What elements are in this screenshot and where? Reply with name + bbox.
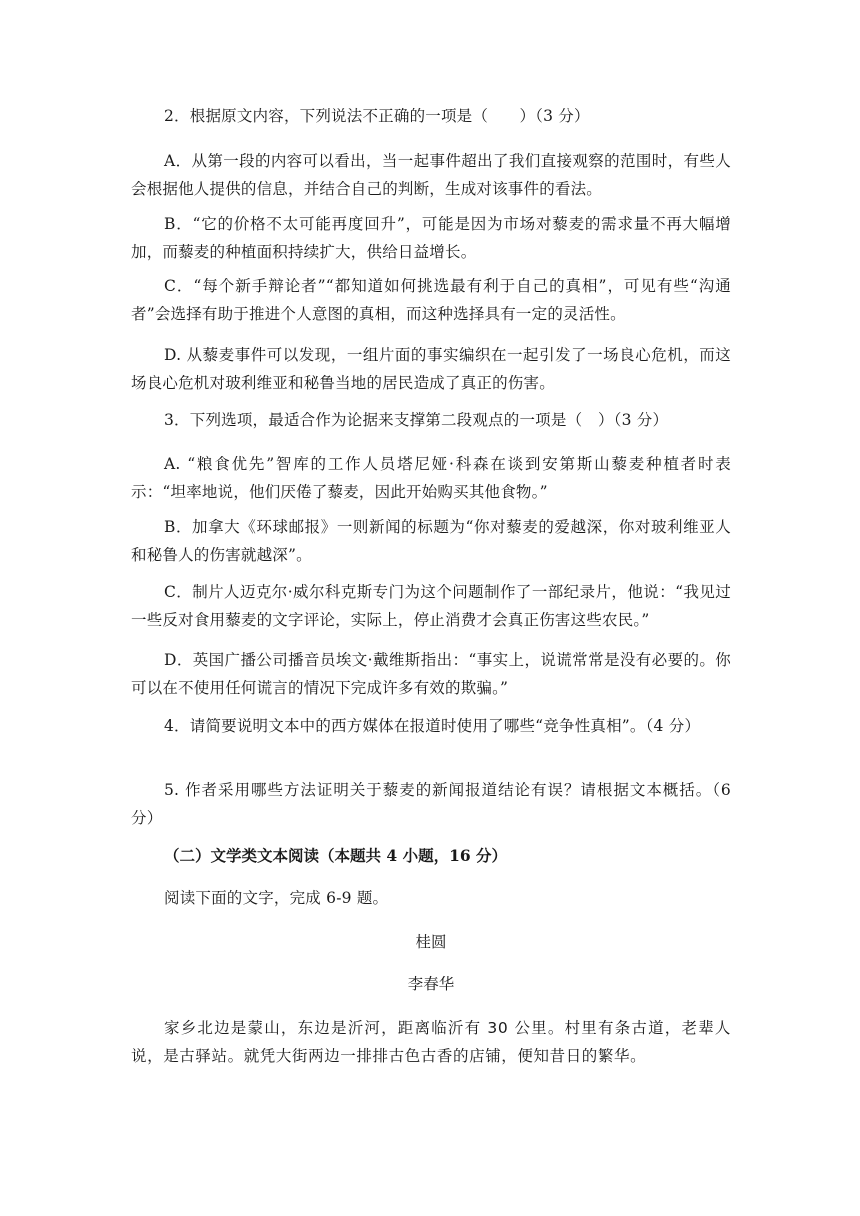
reading-instruction: 阅读下面的文字，完成 6-9 题。 xyxy=(164,889,389,907)
question-2-option-a: A．从第一段的内容可以看出，当一起事件超出了我们直接观察的范围时，有些人会根据他人提供的信息，并结合自己的判断，生成对该事件的看法。 xyxy=(131,152,731,198)
section-heading: （二）文学类文本阅读（本题共 4 小题，16 分） xyxy=(164,846,508,865)
question-5: 5. 作者采用哪些方法证明关于藜麦的新闻报道结论有误？请根据文本概括。（6 分） xyxy=(131,781,731,827)
question-3-option-b: B．加拿大《环球邮报》一则新闻的标题为“你对藜麦的爱越深，你对玻利维亚人和秘鲁人的伤害就越深”。 xyxy=(131,518,731,564)
question-2-option-d: D. 从藜麦事件可以发现，一组片面的事实编织在一起引发了一场良心危机，而这场良心危机对玻利维亚和秘鲁当地的居民造成了真正的伤害。 xyxy=(131,346,731,392)
question-2-option-c: C．“每个新手辩论者”“都知道如何挑选最有利于自己的真相”，可见有些“沟通者”会选择有助于推进个人意图的真相，而这种选择具有一定的灵活性。 xyxy=(131,277,731,323)
question-3-option-c: C．制片人迈克尔·威尔科克斯专门为这个问题制作了一部纪录片，他说：“我见过一些反对食用藜麦的文字评论，实际上，停止消费才会真正伤害这些农民。” xyxy=(131,583,731,629)
question-3-option-a: A. “粮食优先”智库的工作人员塔尼娅·科森在谈到安第斯山藜麦种植者时表示：“坦率地说，他们厌倦了藜麦，因此开始购买其他食物。” xyxy=(131,455,731,501)
question-2-stem: 2．根据原文内容，下列说法不正确的一项是（ ）（3 分） xyxy=(164,107,590,125)
question-4: 4．请简要说明文本中的西方媒体在报道时使用了哪些“竞争性真相”。（4 分） xyxy=(164,717,701,735)
question-3-stem: 3．下列选项，最适合作为论据来支撑第二段观点的一项是（ ）（3 分） xyxy=(164,411,669,429)
question-3-option-d: D．英国广播公司播音员埃文·戴维斯指出：“事实上，说谎常常是没有必要的。你可以在不使用任何谎言的情况下完成许多有效的欺骗。” xyxy=(131,651,731,697)
story-paragraph: 家乡北边是蒙山，东边是沂河，距离临沂有 30 公里。村里有条古道，老辈人说，是古驿站。就凭大街两边一排排古色古香的店铺，便知昔日的繁华。 xyxy=(131,1019,731,1065)
question-2-option-b: B．“它的价格不太可能再度回升”，可能是因为市场对藜麦的需求量不再大幅增加，而藜麦的种植面积持续扩大，供给日益增长。 xyxy=(131,215,731,261)
story-author: 李春华 xyxy=(407,975,455,993)
story-title: 桂圆 xyxy=(415,933,447,951)
